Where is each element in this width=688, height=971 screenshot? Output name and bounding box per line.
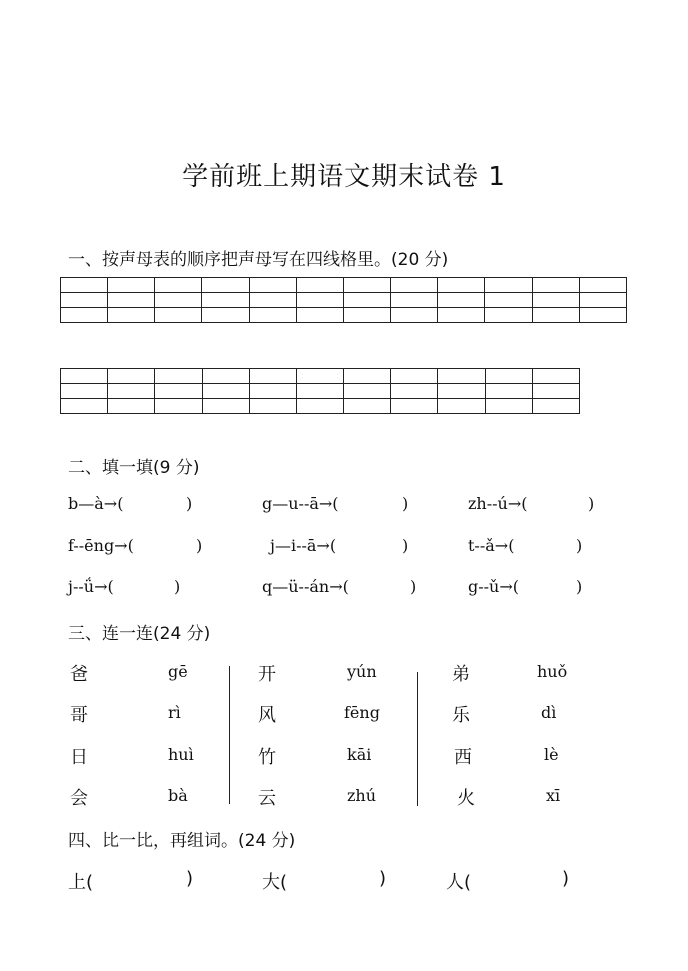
fill-item-expr: j--ǘ→( (68, 577, 114, 596)
fill-item-close: ) (576, 536, 583, 555)
match-char[interactable]: 云 (258, 788, 276, 809)
match-pinyin[interactable]: huì (168, 745, 194, 764)
fill-item-close: ) (402, 494, 409, 513)
match-pinyin[interactable]: bà (168, 786, 188, 805)
page-title: 学前班上期语文期末试卷 1 (182, 162, 506, 192)
match-pinyin[interactable]: fēng (344, 703, 380, 722)
match-char[interactable]: 日 (70, 747, 88, 768)
match-char[interactable]: 乐 (452, 705, 470, 726)
match-char[interactable]: 火 (457, 788, 475, 809)
fill-item-expr: g—u--ā→( (262, 494, 339, 513)
match-char[interactable]: 弟 (452, 664, 470, 685)
word-group-close: ) (379, 868, 387, 889)
column-divider (417, 672, 418, 806)
four-line-grid-1[interactable] (60, 277, 627, 323)
section-1-heading: 一、按声母表的顺序把声母写在四线格里。(20 分) (68, 250, 449, 270)
four-line-grid-2[interactable] (60, 368, 580, 414)
word-group-char: 人( (446, 872, 472, 893)
fill-item-expr: zh--ú→( (468, 494, 528, 513)
word-group-char: 上( (68, 872, 94, 893)
match-char[interactable]: 风 (258, 705, 276, 726)
match-pinyin[interactable]: gē (168, 662, 188, 681)
match-char[interactable]: 开 (258, 664, 276, 685)
word-group-char: 大( (262, 872, 288, 893)
fill-item-close: ) (402, 536, 409, 555)
fill-item-expr: t--ǎ→( (468, 536, 515, 555)
match-pinyin[interactable]: zhú (347, 786, 377, 805)
match-pinyin[interactable]: huǒ (537, 662, 568, 681)
match-char[interactable]: 会 (70, 788, 88, 809)
fill-item-close: ) (576, 577, 583, 596)
fill-item-close: ) (186, 494, 193, 513)
match-char[interactable]: 西 (454, 747, 472, 768)
match-char[interactable]: 爸 (70, 664, 88, 685)
match-pinyin[interactable]: lè (544, 745, 559, 764)
match-pinyin[interactable]: yún (347, 662, 377, 681)
match-pinyin[interactable]: dì (541, 703, 557, 722)
column-divider (229, 666, 230, 804)
fill-item-expr: g--ǔ→( (468, 577, 520, 596)
fill-item-close: ) (588, 494, 595, 513)
match-pinyin[interactable]: rì (168, 703, 181, 722)
fill-item-close: ) (174, 577, 181, 596)
match-pinyin[interactable]: kāi (347, 745, 372, 764)
word-group-close: ) (186, 868, 194, 889)
fill-item-close: ) (410, 577, 417, 596)
fill-item-expr: q—ü--án→( (262, 577, 349, 596)
match-char[interactable]: 哥 (70, 705, 88, 726)
word-group-close: ) (562, 868, 570, 889)
fill-item-expr: j—i--ā→( (270, 536, 337, 555)
section-2-heading: 二、填一填(9 分) (68, 458, 200, 478)
match-char[interactable]: 竹 (258, 747, 276, 768)
section-4-heading: 四、比一比，再组词。(24 分) (68, 831, 296, 851)
match-pinyin[interactable]: xī (546, 786, 561, 805)
fill-item-expr: f--ēng→( (68, 536, 134, 555)
fill-item-close: ) (196, 536, 203, 555)
section-3-heading: 三、连一连(24 分) (68, 624, 211, 644)
fill-item-expr: b—à→( (68, 494, 124, 513)
